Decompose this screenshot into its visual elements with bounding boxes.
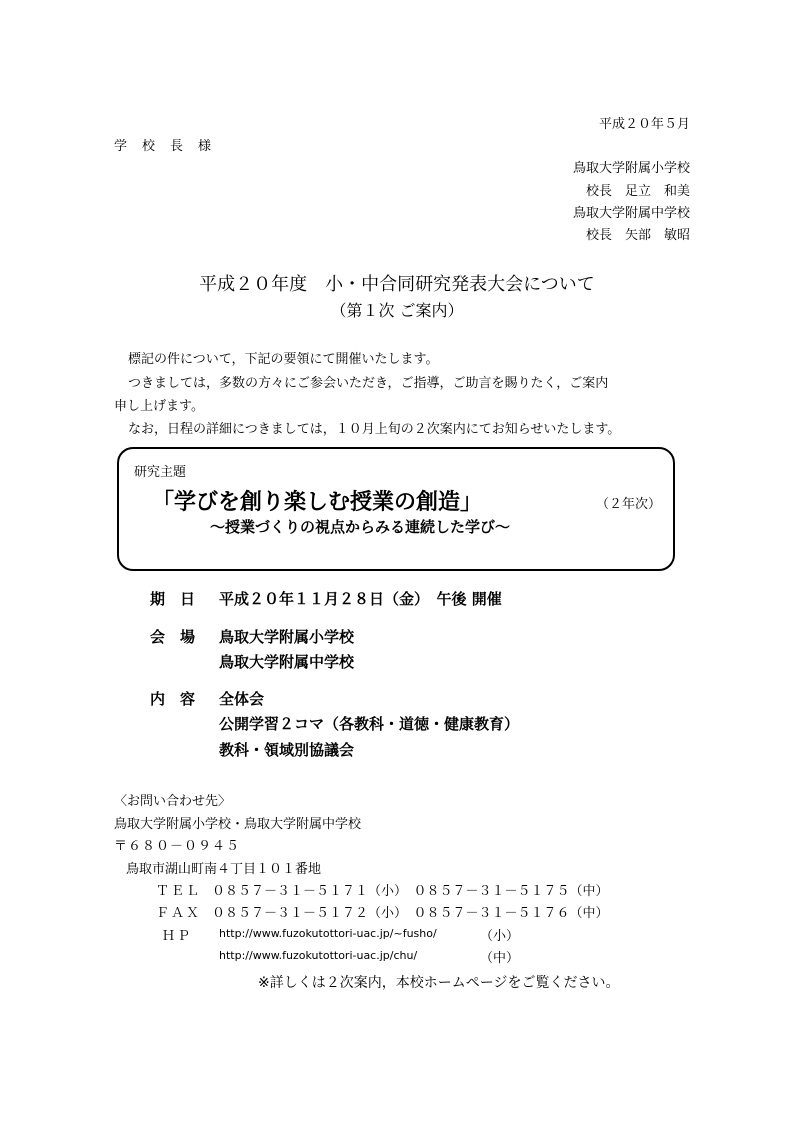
hp-tag-junior: （中） (480, 951, 520, 966)
contact-heading: 〈お問い合わせ先〉 (114, 794, 232, 809)
theme-year: （２年次） (596, 497, 662, 512)
contact-schools: 鳥取大学附属小学校・鳥取大学附属中学校 (114, 817, 362, 832)
date-label: 期 日 (150, 590, 196, 608)
document-subtitle: （第１次 ご案内） (330, 301, 464, 320)
body-line-1: 標記の件について，下記の要領にて開催いたします。 (128, 352, 439, 367)
date-value: 平成２０年１１月２８日（金） 午後 開催 (219, 590, 502, 608)
sender-principal-junior: 校長 矢部 敏昭 (585, 228, 690, 243)
footer-note: ※詳しくは２次案内，本校ホームページをご覧ください。 (258, 975, 620, 991)
body-line-3: 申し上げます。 (114, 399, 204, 414)
venue-value-1: 鳥取大学附属小学校 (219, 628, 355, 646)
tel-label: ＴＥＬ (156, 884, 202, 899)
content-label: 内 容 (150, 690, 196, 708)
body-line-4: なお，日程の詳細につきましては，１０月上旬の２次案内にてお知らせいたします。 (128, 422, 621, 437)
content-value-1: 全体会 (219, 690, 265, 708)
hp-link-junior[interactable]: http://www.fuzokutottori-uac.jp/chu/ (219, 949, 418, 962)
hp-link-elementary[interactable]: http://www.fuzokutottori-uac.jp/~fusho/ (219, 927, 437, 940)
theme-sub: ～授業づくりの視点からみる連続した学び～ (210, 518, 511, 536)
addressee: 学 校 長 様 (114, 139, 213, 154)
theme-label: 研究主題 (134, 465, 187, 480)
venue-label: 会 場 (150, 628, 196, 646)
fax-value: ０８５７－３１－５１７２（小） ０８５７－３１－５１７６（中） (212, 906, 609, 921)
sender-school-elementary: 鳥取大学附属小学校 (572, 161, 690, 176)
tel-value: ０８５７－３１－５１７１（小） ０８５７－３１－５１７５（中） (212, 884, 609, 899)
hp-label: ＨＰ (162, 929, 193, 944)
issue-date: 平成２０年５月 (598, 117, 690, 132)
sender-school-junior: 鳥取大学附属中学校 (572, 206, 690, 221)
hp-tag-elementary: （小） (480, 929, 520, 944)
contact-postal: 〒６８０－０９４５ (114, 839, 241, 854)
document-title: 平成２０年度 小・中合同研究発表大会について (199, 274, 595, 295)
sender-principal-elementary: 校長 足立 和美 (585, 184, 690, 199)
content-value-3: 教科・領域別協議会 (219, 741, 355, 759)
content-value-2: 公開学習２コマ（各教科・道徳・健康教育） (219, 715, 520, 733)
fax-label: ＦＡＸ (156, 906, 202, 921)
body-line-2: つきましては，多数の方々にご参会いただき，ご指導，ご助言を賜りたく，ご案内 (128, 376, 609, 391)
contact-address: 鳥取市湖山町南４丁目１０１番地 (126, 862, 322, 877)
venue-value-2: 鳥取大学附属中学校 (219, 653, 355, 671)
theme-main: 「学びを創り楽しむ授業の創造」 (152, 490, 483, 515)
